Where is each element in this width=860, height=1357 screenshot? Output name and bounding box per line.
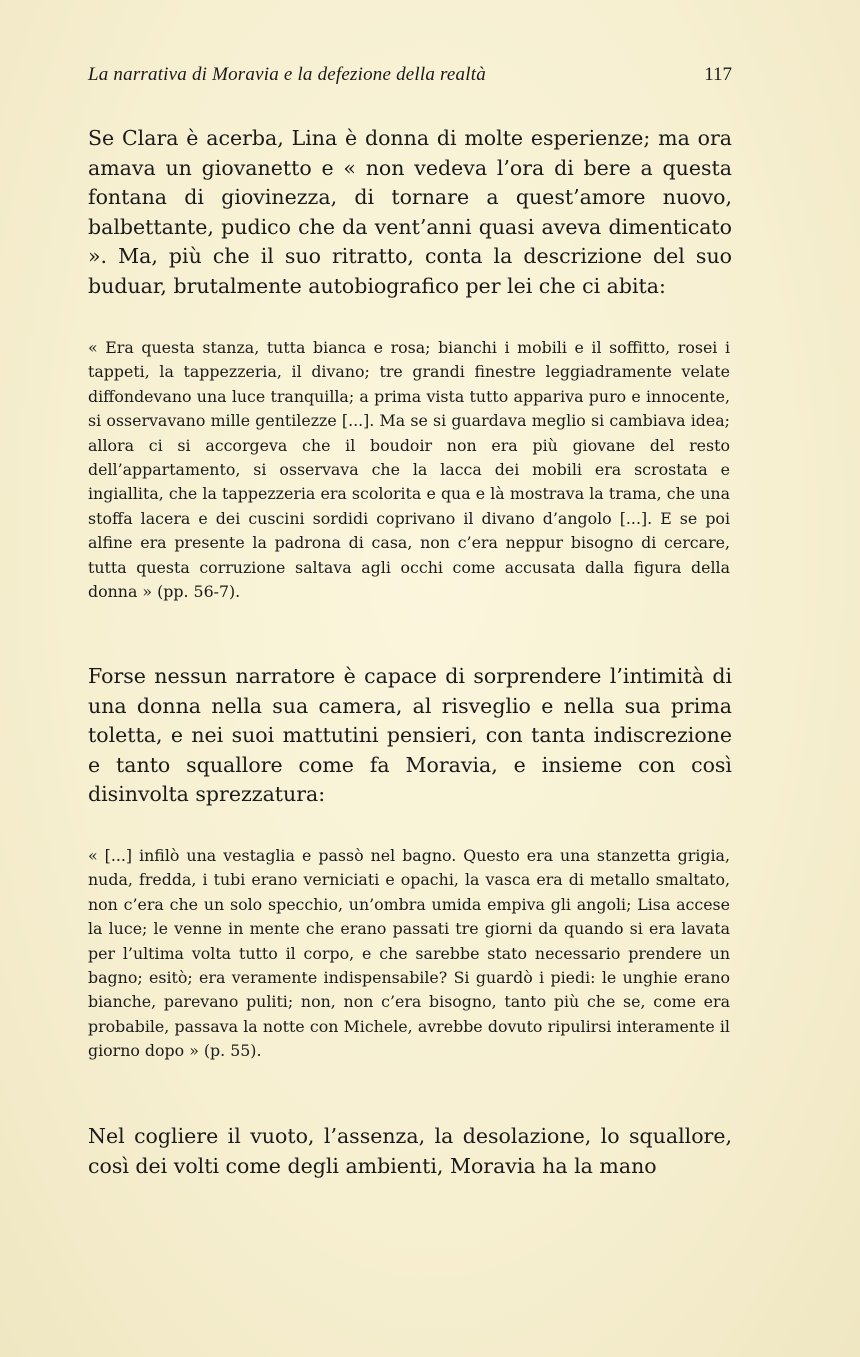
body-paragraph-2: Forse nessun narratore è capace di sorprendere l’intimità di una donna nella sua camera, al risveglio e nella sua prima toletta, e nei suoi mattutini pensieri, con tanta indiscrezione e tanto squallore come fa Moravia, e insieme con così disinvolta sprezzatura: — [88, 664, 732, 807]
body-paragraph-3: Nel cogliere il vuoto, l’assenza, la desolazione, lo squallore, così dei volti come degli ambienti, Moravia ha la mano — [88, 1124, 732, 1178]
page-number: 117 — [704, 64, 732, 85]
block-quote-1: « Era questa stanza, tutta bianca e rosa; bianchi i mobili e il soffitto, rosei i tappeti, la tappezzeria, il divano; tre grandi finestre leggiadramente velate diffondevano una luce tranquilla; a prima vista tutto appariva puro e innocente, si osservavano mille gentilezze [...]. Ma se si guardava meglio si cambiava idea; allora ci si accorgeva che il boudoir non era più giovane del resto dell’appartamento, si osservava che la lacca dei mobili era scrostata e ingiallita, che la tappezzeria era scolorita e qua e là mostrava la trama, che una stoffa lacera e dei cuscini sordidi coprivano il divano d’angolo [...]. E se poi alfine era presente la padrona di casa, non c’era neppur bisogno di cercare, tutta questa corruzione saltava agli occhi come accusata dalla figura della donna » (pp. 56-7). — [88, 338, 730, 602]
page-header — [88, 64, 732, 90]
running-title: La narrativa di Moravia e la defezione della realtà — [88, 64, 486, 85]
block-quote-2: « [...] infilò una vestaglia e passò nel bagno. Questo era una stanzetta grigia, nuda, fredda, i tubi erano verniciati e opachi, la vasca era di metallo smaltato, non c’era che un solo specchio, un’ombra umida empiva gli angoli; Lisa accese la luce; le venne in mente che erano passati tre giorni da quando si era lavata per l’ultima volta tutto il corpo, e che sarebbe stato necessario prendere un bagno; esitò; era veramente indispensabile? Si guardò i piedi: le unghie erano bianche, parevano puliti; non, non c’era bisogno, tanto più che se, come era probabile, passava la notte con Michele, avrebbe dovuto ripulirsi interamente il giorno dopo » (p. 55). — [88, 846, 730, 1061]
body-paragraph-1: Se Clara è acerba, Lina è donna di molte esperienze; ma ora amava un giovanetto e « non vedeva l’ora di bere a questa fontana di giovinezza, di tornare a quest’amore nuovo, balbettante, pudico che da vent’anni quasi aveva dimenticato ». Ma, più che il suo ritratto, conta la descrizione del suo buduar, brutalmente autobiografico per lei che ci abita: — [88, 126, 732, 298]
